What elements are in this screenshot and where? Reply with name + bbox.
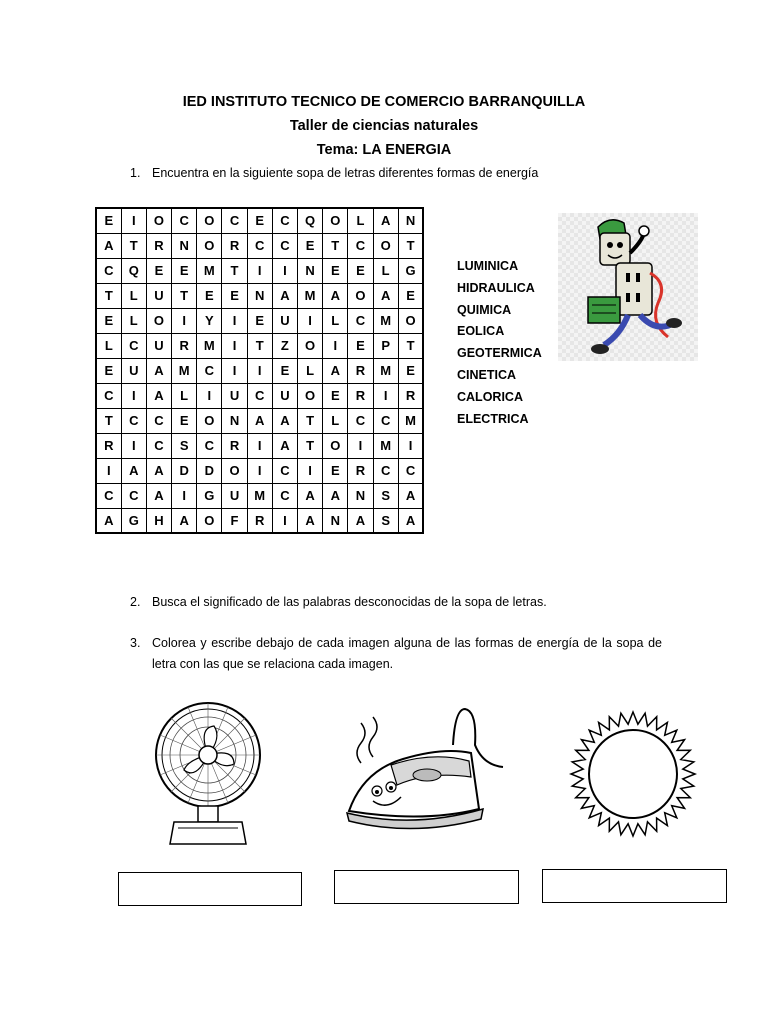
grid-cell: I [398, 433, 423, 458]
word-item: CALORICA [457, 389, 523, 404]
grid-cell: Q [121, 258, 146, 283]
grid-cell: I [222, 308, 247, 333]
grid-cell: E [247, 208, 272, 233]
grid-cell: A [146, 483, 171, 508]
grid-cell: A [146, 358, 171, 383]
grid-cell: I [96, 458, 121, 483]
grid-cell: C [272, 483, 297, 508]
grid-cell: M [373, 433, 398, 458]
grid-cell: A [298, 508, 323, 533]
grid-cell: G [398, 258, 423, 283]
grid-cell: T [298, 433, 323, 458]
grid-cell: A [323, 483, 348, 508]
grid-cell: A [398, 508, 423, 533]
grid-cell: O [197, 233, 222, 258]
grid-cell: C [121, 408, 146, 433]
grid-cell: L [172, 383, 197, 408]
grid-cell: R [348, 458, 373, 483]
grid-cell: N [348, 483, 373, 508]
grid-cell: T [96, 283, 121, 308]
grid-cell: I [373, 383, 398, 408]
grid-cell: U [121, 358, 146, 383]
grid-cell: C [272, 233, 297, 258]
grid-cell: C [373, 458, 398, 483]
grid-cell: L [96, 333, 121, 358]
grid-cell: A [272, 433, 297, 458]
grid-cell: C [96, 383, 121, 408]
grid-cell: O [398, 308, 423, 333]
grid-cell: A [96, 508, 121, 533]
word-search-grid [95, 207, 424, 534]
grid-cell: O [348, 283, 373, 308]
grid-cell: C [197, 358, 222, 383]
grid-cell: A [323, 358, 348, 383]
grid-cell: I [272, 258, 297, 283]
grid-row [96, 383, 423, 408]
school-title: IED INSTITUTO TECNICO DE COMERCIO BARRANQUILLA [182, 94, 586, 110]
grid-cell: I [272, 508, 297, 533]
grid-cell: E [247, 308, 272, 333]
grid-cell: H [146, 508, 171, 533]
grid-cell: N [172, 233, 197, 258]
grid-cell: S [373, 508, 398, 533]
question-number: 1. [130, 166, 141, 180]
grid-cell: I [172, 308, 197, 333]
grid-cell: I [121, 383, 146, 408]
grid-row [96, 358, 423, 383]
grid-cell: E [172, 258, 197, 283]
grid-cell: A [272, 408, 297, 433]
grid-cell: C [146, 433, 171, 458]
grid-cell: M [172, 358, 197, 383]
grid-cell: C [373, 408, 398, 433]
grid-cell: I [222, 333, 247, 358]
grid-cell: L [323, 408, 348, 433]
grid-cell: R [222, 233, 247, 258]
grid-cell: T [398, 233, 423, 258]
grid-cell: I [172, 483, 197, 508]
grid-cell: N [298, 258, 323, 283]
grid-cell: T [96, 408, 121, 433]
question-3 [130, 633, 690, 677]
grid-cell: I [121, 433, 146, 458]
grid-cell: S [373, 483, 398, 508]
grid-cell: A [398, 483, 423, 508]
grid-cell: I [298, 458, 323, 483]
grid-cell: A [272, 283, 297, 308]
grid-cell: C [272, 458, 297, 483]
grid-row [96, 208, 423, 233]
grid-cell: O [197, 408, 222, 433]
grid-cell: S [172, 433, 197, 458]
grid-cell: M [398, 408, 423, 433]
grid-cell: C [222, 208, 247, 233]
grid-cell: E [272, 358, 297, 383]
grid-cell: O [146, 308, 171, 333]
grid-cell: A [348, 508, 373, 533]
question-text: Busca el significado de las palabras desconocidas de la sopa de letras. [152, 595, 547, 609]
grid-cell: L [121, 308, 146, 333]
grid-row [96, 258, 423, 283]
word-item: CINETICA [457, 367, 517, 382]
grid-cell: R [348, 383, 373, 408]
word-item: GEOTERMICA [457, 346, 542, 361]
grid-cell: N [247, 283, 272, 308]
grid-cell: N [323, 508, 348, 533]
grid-cell: U [146, 283, 171, 308]
grid-cell: L [323, 308, 348, 333]
grid-cell: M [298, 283, 323, 308]
answer-box-1[interactable] [118, 872, 302, 906]
grid-cell: A [121, 458, 146, 483]
grid-cell: I [247, 458, 272, 483]
grid-cell: N [222, 408, 247, 433]
grid-row [96, 508, 423, 533]
grid-cell: E [348, 333, 373, 358]
grid-cell: I [247, 358, 272, 383]
grid-cell: E [146, 258, 171, 283]
grid-cell: I [197, 383, 222, 408]
grid-cell: E [298, 233, 323, 258]
grid-cell: C [197, 433, 222, 458]
grid-cell: I [222, 358, 247, 383]
grid-cell: D [197, 458, 222, 483]
grid-cell: A [146, 383, 171, 408]
grid-cell: C [96, 483, 121, 508]
grid-cell: R [146, 233, 171, 258]
grid-cell: E [323, 383, 348, 408]
grid-cell: U [222, 383, 247, 408]
grid-cell: O [298, 333, 323, 358]
grid-cell: A [172, 508, 197, 533]
grid-cell: T [398, 333, 423, 358]
question-text: Colorea y escribe debajo de cada imagen alguna de las formas de energía de la sopa de letra con las que se relaciona cada imagen. [152, 636, 662, 671]
grid-row [96, 333, 423, 358]
grid-cell: A [373, 283, 398, 308]
grid-row [96, 483, 423, 508]
grid-cell: C [96, 258, 121, 283]
grid-cell: U [222, 483, 247, 508]
grid-cell: T [222, 258, 247, 283]
question-text: Encuentra en la siguiente sopa de letras diferentes formas de energía [152, 166, 539, 180]
grid-cell: C [247, 233, 272, 258]
grid-cell: O [197, 208, 222, 233]
grid-cell: C [348, 308, 373, 333]
grid-cell: U [146, 333, 171, 358]
grid-cell: E [222, 283, 247, 308]
grid-cell: I [348, 433, 373, 458]
grid-cell: C [172, 208, 197, 233]
fan-icon [148, 698, 268, 850]
grid-cell: M [247, 483, 272, 508]
grid-cell: C [121, 483, 146, 508]
grid-row [96, 283, 423, 308]
grid-cell: R [96, 433, 121, 458]
grid-cell: O [146, 208, 171, 233]
word-item: HIDRAULICA [457, 280, 535, 295]
grid-cell: A [373, 208, 398, 233]
answer-box-2[interactable] [334, 870, 519, 904]
grid-cell: M [373, 358, 398, 383]
grid-row [96, 408, 423, 433]
grid-cell: T [298, 408, 323, 433]
word-list [457, 256, 542, 430]
grid-cell: F [222, 508, 247, 533]
running-battery-character-icon [558, 213, 698, 361]
grid-cell: I [323, 333, 348, 358]
grid-cell: C [348, 233, 373, 258]
subject-title: Taller de ciencias naturales [289, 118, 479, 134]
topic-title: Tema: LA ENERGIA [316, 142, 452, 158]
grid-cell: E [323, 458, 348, 483]
grid-cell: R [222, 433, 247, 458]
grid-cell: Q [298, 208, 323, 233]
grid-cell: A [96, 233, 121, 258]
grid-cell: O [222, 458, 247, 483]
grid-cell: P [373, 333, 398, 358]
grid-cell: E [197, 283, 222, 308]
grid-cell: O [197, 508, 222, 533]
grid-cell: L [298, 358, 323, 383]
word-item: EOLICA [457, 324, 505, 339]
grid-cell: I [298, 308, 323, 333]
question-number: 2. [130, 595, 141, 609]
grid-cell: C [121, 333, 146, 358]
grid-cell: Z [272, 333, 297, 358]
grid-cell: A [323, 283, 348, 308]
grid-cell: M [197, 333, 222, 358]
word-item: QUIMICA [457, 302, 512, 317]
grid-cell: N [398, 208, 423, 233]
grid-cell: E [172, 408, 197, 433]
grid-cell: G [121, 508, 146, 533]
grid-cell: E [323, 258, 348, 283]
answer-box-3[interactable] [542, 869, 727, 903]
grid-cell: O [323, 208, 348, 233]
word-item: ELECTRICA [457, 411, 529, 426]
grid-row [96, 308, 423, 333]
grid-cell: I [247, 258, 272, 283]
grid-cell: E [96, 308, 121, 333]
sun-icon [563, 706, 703, 842]
grid-cell: E [398, 283, 423, 308]
grid-cell: C [398, 458, 423, 483]
grid-cell: M [197, 258, 222, 283]
grid-cell: O [323, 433, 348, 458]
grid-cell: E [348, 258, 373, 283]
grid-cell: E [96, 358, 121, 383]
grid-cell: R [247, 508, 272, 533]
grid-cell: A [298, 483, 323, 508]
iron-icon [343, 705, 508, 845]
grid-cell: R [398, 383, 423, 408]
grid-cell: O [298, 383, 323, 408]
grid-cell: C [348, 408, 373, 433]
grid-cell: A [247, 408, 272, 433]
grid-cell: D [172, 458, 197, 483]
word-item: LUMINICA [457, 259, 519, 273]
grid-cell: C [146, 408, 171, 433]
grid-cell: I [121, 208, 146, 233]
question-number: 3. [130, 636, 141, 650]
grid-cell: G [197, 483, 222, 508]
grid-row [96, 458, 423, 483]
grid-cell: E [398, 358, 423, 383]
grid-cell: U [272, 383, 297, 408]
grid-row [96, 233, 423, 258]
grid-cell: O [373, 233, 398, 258]
grid-cell: L [348, 208, 373, 233]
grid-cell: L [121, 283, 146, 308]
grid-cell: T [121, 233, 146, 258]
grid-cell: R [348, 358, 373, 383]
grid-cell: U [272, 308, 297, 333]
grid-cell: R [172, 333, 197, 358]
grid-cell: E [96, 208, 121, 233]
grid-cell: T [247, 333, 272, 358]
grid-cell: C [247, 383, 272, 408]
grid-cell: L [373, 258, 398, 283]
grid-cell: I [247, 433, 272, 458]
grid-cell: T [172, 283, 197, 308]
grid-cell: M [373, 308, 398, 333]
grid-cell: Y [197, 308, 222, 333]
grid-row [96, 433, 423, 458]
grid-cell: C [272, 208, 297, 233]
grid-cell: A [146, 458, 171, 483]
grid-cell: T [323, 233, 348, 258]
